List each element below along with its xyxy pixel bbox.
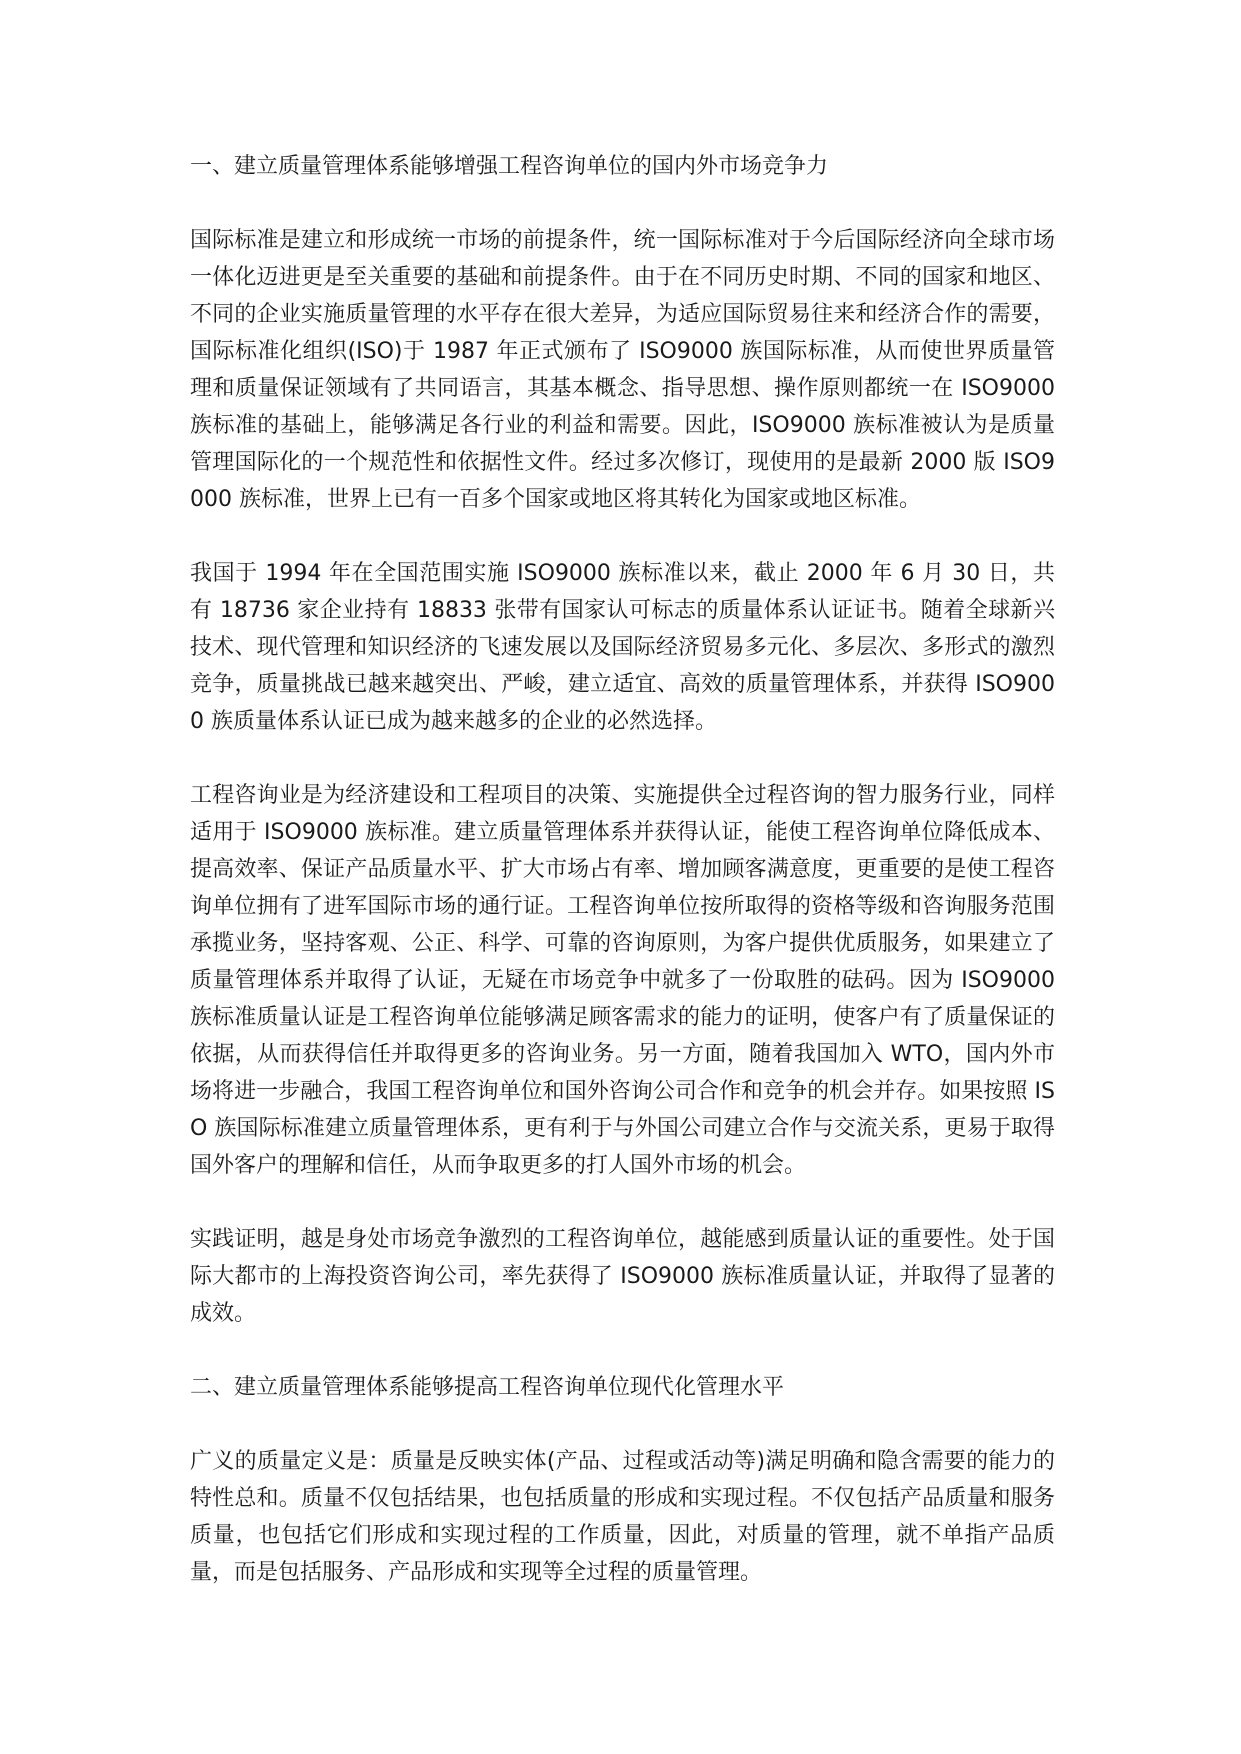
paragraph-china-certification: 我国于 1994 年在全国范围实施 ISO9000 族标准以来，截止 2000 年 6 月 30 日，共有 18736 家企业持有 18833 张带有国家认可标志的质量体系认证证书。随着全球新兴技术、现代管理和知识经济的飞速发展以及国际经济贸易多元化、多层次、多形式的激烈竞争，质量挑战已越来越突出、严峻，建立适宜、高效的质量管理体系，并获得 ISO9000 族质量体系认证已成为越来越多的企业的必然选择。 <box>190 561 1055 734</box>
paragraph-iso-standards: 国际标准是建立和形成统一市场的前提条件，统一国际标准对于今后国际经济向全球市场一体化迈进更是至关重要的基础和前提条件。由于在不同历史时期、不同的国家和地区、不同的企业实施质量管理的水平存在很大差异，为适应国际贸易往来和经济合作的需要，国际标准化组织(ISO)于 1987 年正式颁布了 ISO9000 族国际标准，从而使世界质量管理和质量保证领域有了共同语言，其基本概念、指导思想、操作原则都统一在 ISO9000 族标准的基础上，能够满足各行业的利益和需要。因此，ISO9000 族标准被认为是质量管理国际化的一个规范性和依据性文件。经过多次修订，现使用的是最新 2000 版 ISO9000 族标准，世界上已有一百多个国家或地区将其转化为国家或地区标准。 <box>190 228 1055 512</box>
paragraph-practice-proof: 实践证明，越是身处市场竞争激烈的工程咨询单位，越能感到质量认证的重要性。处于国际大都市的上海投资咨询公司，率先获得了 ISO9000 族标准质量认证，并取得了显著的成效。 <box>190 1227 1055 1326</box>
section-heading-1: 一、建立质量管理体系能够增强工程咨询单位的国内外市场竞争力 <box>190 154 829 179</box>
paragraph-quality-definition: 广义的质量定义是：质量是反映实体(产品、过程或活动等)满足明确和隐含需要的能力的特性总和。质量不仅包括结果，也包括质量的形成和实现过程。不仅包括产品质量和服务质量，也包括它们形成和实现过程的工作质量，因此，对质量的管理，就不单指产品质量，而是包括服务、产品形成和实现等全过程的质量管理。 <box>190 1449 1055 1585</box>
document-body <box>190 148 1055 1628</box>
paragraph-engineering-consulting: 工程咨询业是为经济建设和工程项目的决策、实施提供全过程咨询的智力服务行业，同样适用于 ISO9000 族标准。建立质量管理体系并获得认证，能使工程咨询单位降低成本、提高效率、保证产品质量水平、扩大市场占有率、增加顾客满意度，更重要的是使工程咨询单位拥有了进军国际市场的通行证。工程咨询单位按所取得的资格等级和咨询服务范围承揽业务，坚持客观、公正、科学、可靠的咨询原则，为客户提供优质服务，如果建立了质量管理体系并取得了认证，无疑在市场竞争中就多了一份取胜的砝码。因为 ISO9000 族标准质量认证是工程咨询单位能够满足顾客需求的能力的证明，使客户有了质量保证的依据，从而获得信任并取得更多的咨询业务。另一方面，随着我国加入 WTO，国内外市场将进一步融合，我国工程咨询单位和国外咨询公司合作和竞争的机会并存。如果按照 ISO 族国际标准建立质量管理体系，更有利于与外国公司建立合作与交流关系，更易于取得国外客户的理解和信任，从而争取更多的打人国外市场的机会。 <box>190 783 1055 1178</box>
section-heading-2: 二、建立质量管理体系能够提高工程咨询单位现代化管理水平 <box>190 1375 785 1400</box>
